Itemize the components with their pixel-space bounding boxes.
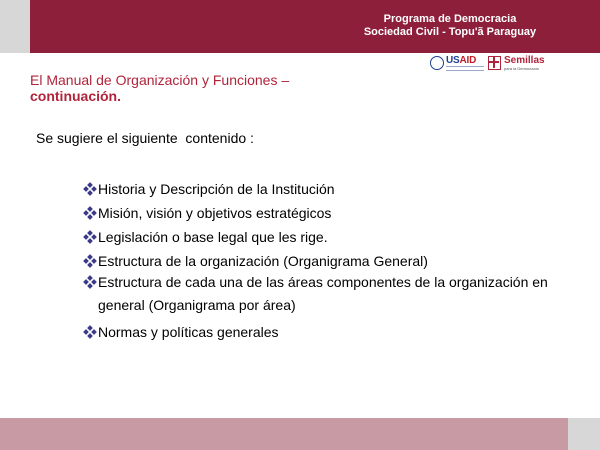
semillas-logo-subtext: para la Democracia: [504, 66, 539, 71]
diamond-bullet-icon: [84, 326, 96, 338]
list-item-text: Historia y Descripción de la Institución: [98, 181, 335, 197]
list-item-text: Normas y políticas generales: [98, 324, 279, 340]
intro-text: Se sugiere el siguiente contenido :: [36, 130, 254, 146]
list-item: [84, 180, 584, 198]
slide-title-line2: continuación.: [30, 88, 121, 104]
usaid-logo: [430, 55, 484, 73]
usaid-seal-icon: [430, 56, 444, 70]
slide-title-line1: El Manual de Organización y Funciones –: [30, 72, 290, 88]
diamond-bullet-icon: [84, 183, 96, 195]
slide-title: [30, 72, 360, 104]
footer-corner-block: [568, 418, 600, 450]
list-item: [84, 228, 584, 246]
usaid-underline: [446, 66, 484, 71]
list-item-text: Estructura de cada una de las áreas componentes de la organización en general (Organigrama por área): [98, 274, 548, 313]
diamond-bullet-icon: [84, 231, 96, 243]
list-item: [84, 271, 584, 317]
usaid-text-us: US: [446, 55, 460, 66]
usaid-text-aid: AID: [459, 55, 477, 66]
footer-band: [0, 418, 600, 450]
diamond-bullet-icon: [84, 207, 96, 219]
list-item-text: Legislación o base legal que les rige.: [98, 229, 328, 245]
program-title: [330, 13, 570, 39]
program-title-line1: Programa de Democracia: [383, 13, 517, 25]
header-corner-block: [0, 0, 30, 53]
list-item: [84, 252, 584, 270]
semillas-mark-icon: [488, 56, 501, 70]
list-item: [84, 204, 584, 222]
diamond-bullet-icon: [84, 276, 96, 288]
list-item-text: Misión, visión y objetivos estratégicos: [98, 205, 332, 221]
semillas-logo-text: Semillas: [504, 55, 545, 66]
content-bullet-list: [84, 180, 584, 347]
list-item: [84, 323, 584, 341]
program-title-line2: Sociedad Civil - Topu'ã Paraguay: [363, 26, 537, 38]
diamond-bullet-icon: [84, 255, 96, 267]
sponsor-logos: [430, 55, 580, 73]
list-item-text: Estructura de la organización (Organigrama General): [98, 253, 428, 269]
